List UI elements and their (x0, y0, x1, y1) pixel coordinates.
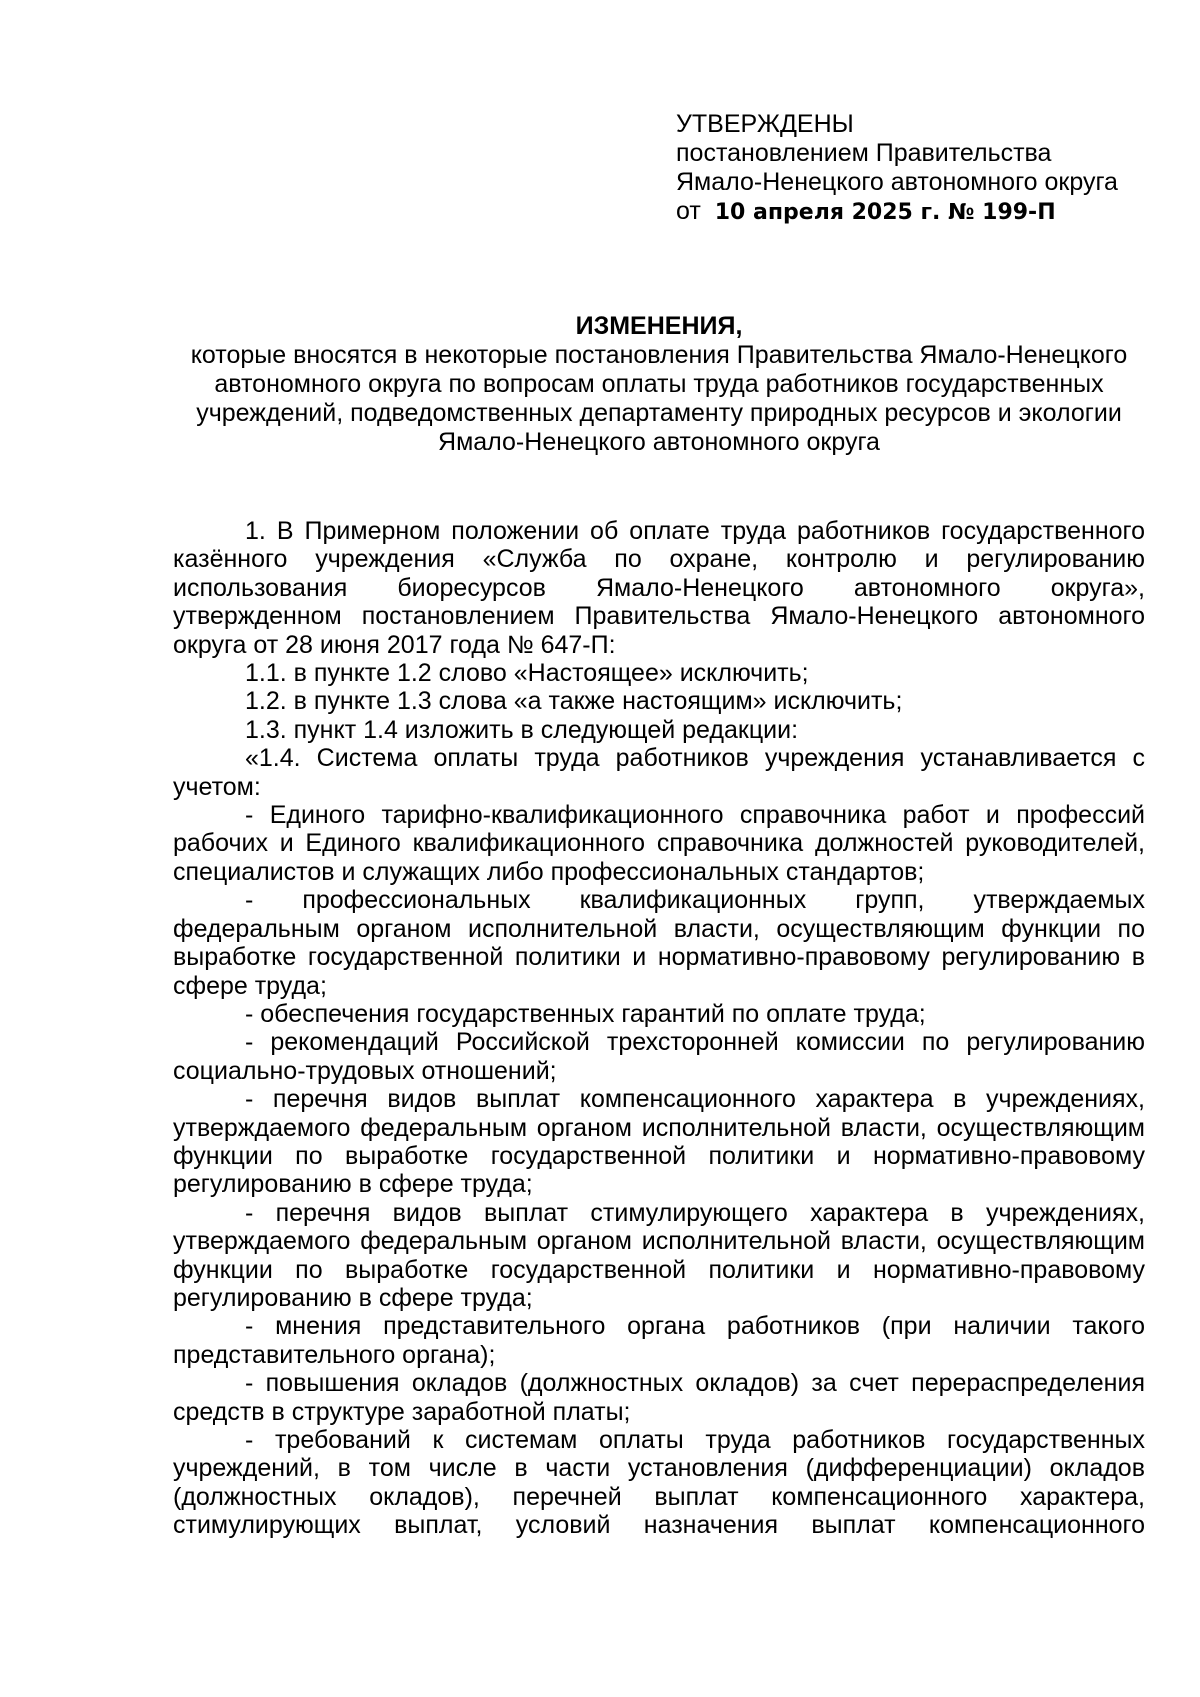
document-subtitle: которые вносятся в некоторые постановления Правительства Ямало-Ненецкого автономного округа по вопросам оплаты труда работников государственных учреждений, подведомственных департаменту природных ресурсов и экологии Ямало-Ненецкого автономного округа (190, 341, 1128, 456)
list-item-salary-increase: - повышения окладов (должностных окладов) за счет перераспределения средств в структуре заработной платы; (173, 1369, 1145, 1426)
document-title: ИЗМЕНЕНИЯ, (575, 312, 743, 340)
approval-date-value: 10 апреля 2025 г. № 199-П (714, 200, 1056, 225)
document-body (173, 517, 1145, 1540)
title-block (173, 312, 1145, 457)
approval-heading: УТВЕРЖДЕНЫ (676, 110, 854, 138)
paragraph-1-2: 1.2. в пункте 1.3 слова «а также настоящим» исключить; (245, 687, 903, 716)
paragraph-1-3: 1.3. пункт 1.4 изложить в следующей редакции: (245, 715, 799, 744)
list-item-qualification-groups: - профессиональных квалификационных групп, утверждаемых федеральным органом исполнительной власти, осуществляющим функции по выработке государственной политики и нормативно-правовому регулированию в сфере труда; (173, 886, 1145, 1000)
list-item-incentive-payments: - перечня видов выплат стимулирующего характера в учреждениях, утверждаемого федеральным органом исполнительной власти, осуществляющим функции по выработке государственной политики и нормативно-правовому регулированию в сфере труда; (173, 1198, 1145, 1312)
approval-line-2: Ямало-Ненецкого автономного округа (676, 168, 1118, 196)
approval-line-1: постановлением Правительства (676, 139, 1052, 167)
approval-date-line (676, 197, 1176, 227)
paragraph-1-4-intro: «1.4. Система оплаты труда работников учреждения устанавливается с учетом: (173, 744, 1145, 801)
list-item-system-requirements: - требований к системам оплаты труда работников государственных учреждений, в том числе в части установления (дифференциации) окладов (должностных окладов), перечней выплат компенсационного характера, стимулирующих выплат, условий назначения выплат компенсационного (173, 1426, 1145, 1540)
list-item-commission-recommendations: - рекомендаций Российской трехсторонней комиссии по регулированию социально-трудовых отношений; (173, 1028, 1145, 1085)
list-item-state-guarantees: - обеспечения государственных гарантий по оплате труда; (245, 999, 926, 1028)
approval-date-prefix: от (676, 197, 701, 225)
list-item-representative-opinion: - мнения представительного органа работников (при наличии такого представительного органа); (173, 1312, 1145, 1369)
approval-block (676, 110, 1176, 227)
list-item-compensation-payments: - перечня видов выплат компенсационного характера в учреждениях, утверждаемого федеральным органом исполнительной власти, осуществляющим функции по выработке государственной политики и нормативно-правовому регулированию в сфере труда; (173, 1085, 1145, 1199)
list-item-tariff-handbook: - Единого тарифно-квалификационного справочника работ и профессий рабочих и Единого квалификационного справочника должностей руководителей, специалистов и служащих либо профессиональных стандартов; (173, 801, 1145, 886)
paragraph-1: 1. В Примерном положении об оплате труда работников государственного казённого учреждения «Служба по охране, контролю и регулированию использования биоресурсов Ямало-Ненецкого автономного округа», утвержденном постановлением Правительства Ямало-Ненецкого автономного округа от 28 июня 2017 года № 647-П: (173, 517, 1145, 659)
paragraph-1-1: 1.1. в пункте 1.2 слово «Настоящее» исключить; (245, 659, 809, 688)
